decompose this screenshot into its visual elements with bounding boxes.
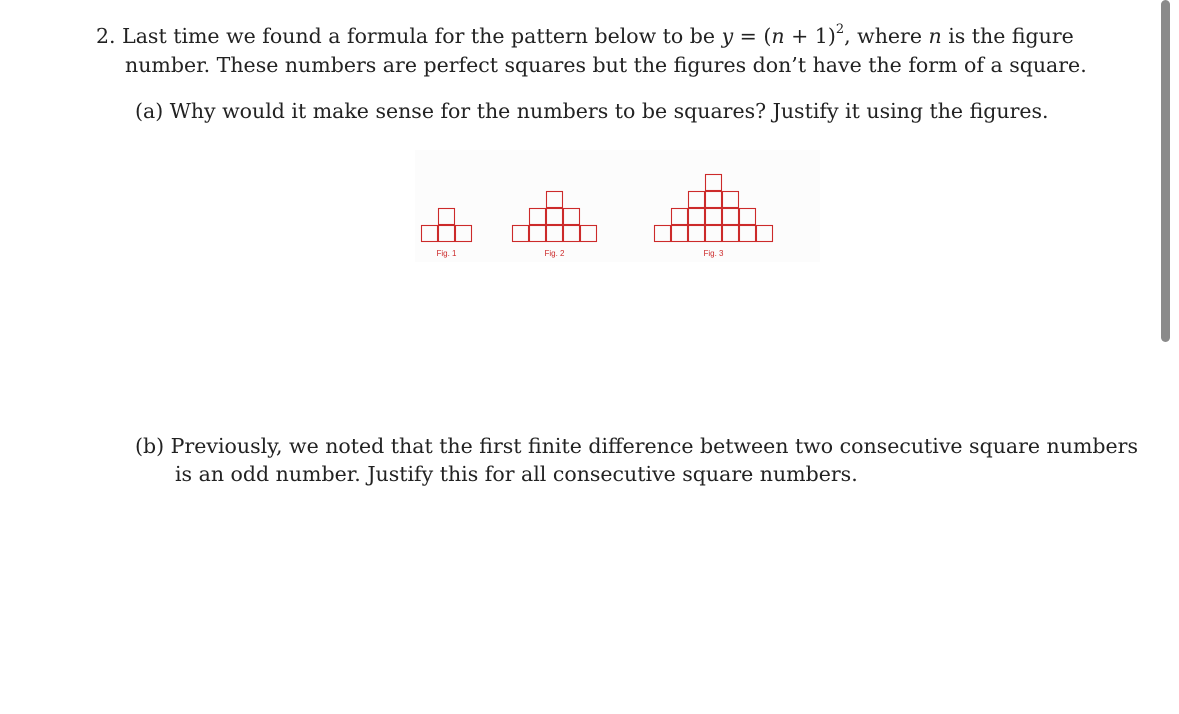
- figure-square: [422, 226, 438, 242]
- figure-square: [706, 175, 722, 191]
- problem-intro-text-2: , where: [844, 24, 929, 48]
- figure-square: [672, 209, 688, 225]
- formula-y: y: [721, 24, 734, 48]
- part-a-text: Why would it make sense for the numbers to be squares? Justify it using the figures.: [169, 99, 1049, 123]
- pattern-figure-svg: [415, 150, 820, 262]
- figure-square: [706, 226, 722, 242]
- part-a-label: (a): [135, 99, 164, 123]
- figure-1: [422, 209, 472, 259]
- figure-square: [547, 209, 563, 225]
- figure-square: [439, 226, 455, 242]
- figure-square: [655, 226, 671, 242]
- figure-square: [757, 226, 773, 242]
- part-b-label: (b): [135, 434, 165, 458]
- figure-label: Fig. 2: [544, 249, 565, 258]
- part-b-question-line-2: is an odd number. Justify this for all consecutive square numbers.: [175, 462, 858, 486]
- formula-exponent: 2: [835, 22, 845, 38]
- figure-square: [706, 209, 722, 225]
- figure-square: [723, 209, 739, 225]
- problem-line-1: [96, 22, 1074, 50]
- figure-square: [740, 226, 756, 242]
- pattern-figure: [415, 150, 820, 262]
- figure-square: [547, 226, 563, 242]
- figure-square: [723, 226, 739, 242]
- problem-intro-text: Last time we found a formula for the pattern below to be: [122, 24, 722, 48]
- problem-intro-text-3: is the figure: [941, 24, 1074, 48]
- figure-square: [706, 192, 722, 208]
- figure-square: [530, 209, 546, 225]
- figure-2: [513, 192, 597, 259]
- figure-label: Fig. 3: [703, 249, 724, 258]
- figure-3: [655, 175, 773, 259]
- formula-tail: + 1): [784, 24, 836, 48]
- figure-square: [513, 226, 529, 242]
- var-n: n: [928, 24, 942, 48]
- figure-square: [564, 226, 580, 242]
- formula-eq: = (: [733, 24, 772, 48]
- figure-square: [723, 192, 739, 208]
- problem-number: 2.: [96, 24, 116, 48]
- figure-square: [581, 226, 597, 242]
- formula-n: n: [771, 24, 785, 48]
- figure-square: [689, 209, 705, 225]
- figure-square: [530, 226, 546, 242]
- figure-square: [439, 209, 455, 225]
- figure-square: [672, 226, 688, 242]
- figure-label: Fig. 1: [436, 249, 457, 258]
- problem-line-2: number. These numbers are perfect squares but the figures don’t have the form of a square.: [125, 53, 1087, 77]
- part-b-question-line-1: [135, 432, 1138, 460]
- part-b-text-1: Previously, we noted that the first finite difference between two consecutive square numbers: [170, 434, 1138, 458]
- figure-square: [689, 226, 705, 242]
- scrollbar-thumb[interactable]: [1161, 0, 1170, 342]
- figure-square: [547, 192, 563, 208]
- figure-square: [689, 192, 705, 208]
- figure-square: [456, 226, 472, 242]
- figure-square: [740, 209, 756, 225]
- part-a-question: [135, 97, 1049, 125]
- figure-square: [564, 209, 580, 225]
